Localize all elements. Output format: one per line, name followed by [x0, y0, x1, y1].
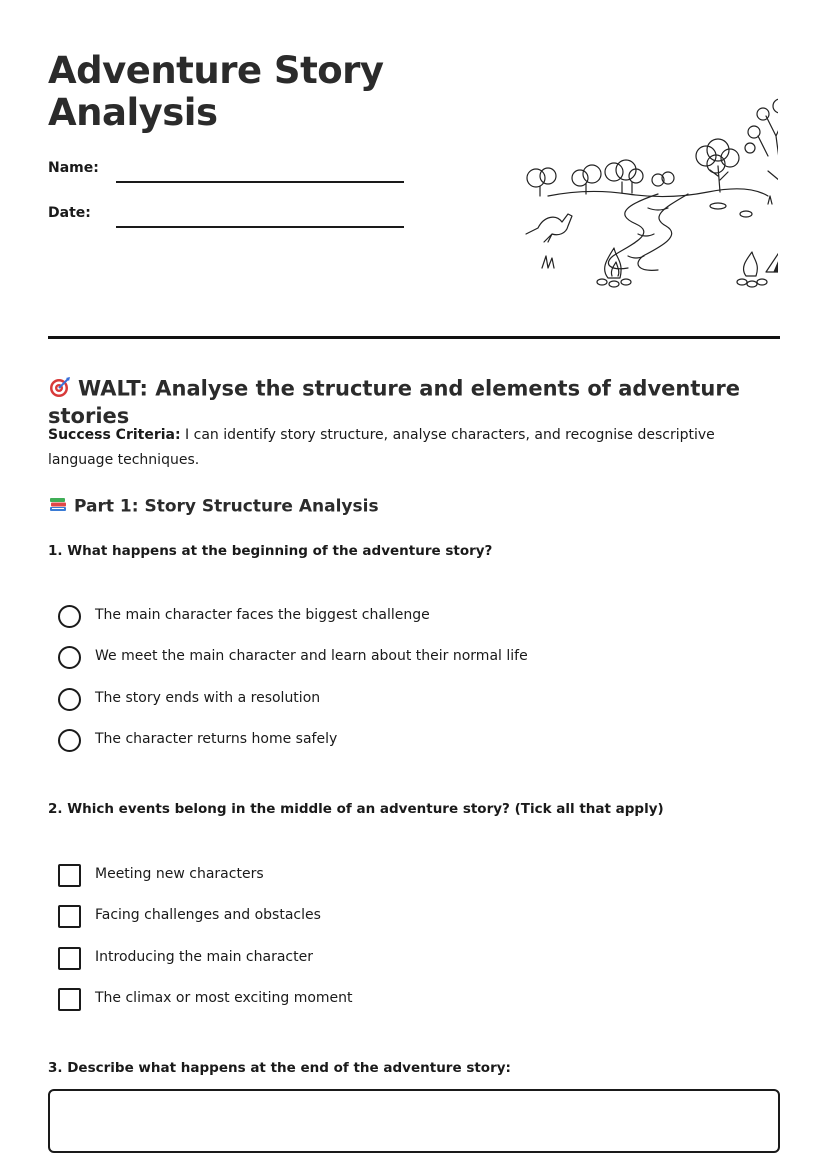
- q1-option-2[interactable]: [58, 646, 658, 670]
- name-line[interactable]: [116, 181, 404, 183]
- option-label: We meet the main character and learn about their normal life: [95, 648, 528, 664]
- q1-option-4[interactable]: [58, 729, 658, 753]
- q2-option-2[interactable]: [58, 905, 658, 929]
- success-criteria-text: I can identify story structure, analyse characters, and recognise descriptive language techniques.: [48, 427, 715, 468]
- section-divider: [48, 336, 780, 339]
- walt-text: WALT: Analyse the structure and elements of adventure stories: [48, 376, 740, 428]
- success-criteria-label: Success Criteria:: [48, 427, 181, 443]
- date-field: [48, 205, 408, 235]
- question-3: 3. Describe what happens at the end of the adventure story:: [48, 1060, 511, 1076]
- worksheet-title: Adventure Story Analysis: [48, 49, 384, 134]
- checkbox[interactable]: [58, 947, 81, 970]
- name-field: [48, 160, 408, 190]
- radio-button[interactable]: [58, 646, 81, 669]
- option-label: The main character faces the biggest challenge: [95, 607, 430, 623]
- radio-button[interactable]: [58, 729, 81, 752]
- checkbox[interactable]: [58, 988, 81, 1011]
- q2-option-3[interactable]: [58, 947, 658, 971]
- checkbox[interactable]: [58, 864, 81, 887]
- worksheet-page: [48, 0, 780, 1118]
- name-label: Name:: [48, 160, 99, 176]
- q2-option-4[interactable]: [58, 988, 658, 1012]
- option-label: Introducing the main character: [95, 949, 313, 965]
- checkbox[interactable]: [58, 905, 81, 928]
- question-2: 2. Which events belong in the middle of an adventure story? (Tick all that apply): [48, 801, 664, 817]
- option-label: The climax or most exciting moment: [95, 990, 353, 1006]
- date-line[interactable]: [116, 226, 404, 228]
- q2-option-1[interactable]: [58, 864, 658, 888]
- option-label: Facing challenges and obstacles: [95, 907, 321, 923]
- question-1: 1. What happens at the beginning of the adventure story?: [48, 543, 493, 559]
- part-1-text: Part 1: Story Structure Analysis: [74, 496, 379, 517]
- q3-answer-textarea[interactable]: [48, 1089, 780, 1153]
- option-label: The story ends with a resolution: [95, 690, 321, 706]
- q1-option-1[interactable]: [58, 605, 658, 629]
- option-label: The character returns home safely: [95, 731, 338, 747]
- q1-option-3[interactable]: [58, 688, 658, 712]
- walt-heading: [48, 375, 780, 428]
- date-label: Date:: [48, 205, 91, 221]
- radio-button[interactable]: [58, 605, 81, 628]
- target-icon: [48, 375, 72, 404]
- success-criteria: [48, 423, 780, 473]
- radio-button[interactable]: [58, 688, 81, 711]
- books-icon: [48, 494, 68, 519]
- part-1-heading: [48, 494, 379, 519]
- option-label: Meeting new characters: [95, 866, 264, 882]
- outback-campsite-illustration: [518, 96, 778, 296]
